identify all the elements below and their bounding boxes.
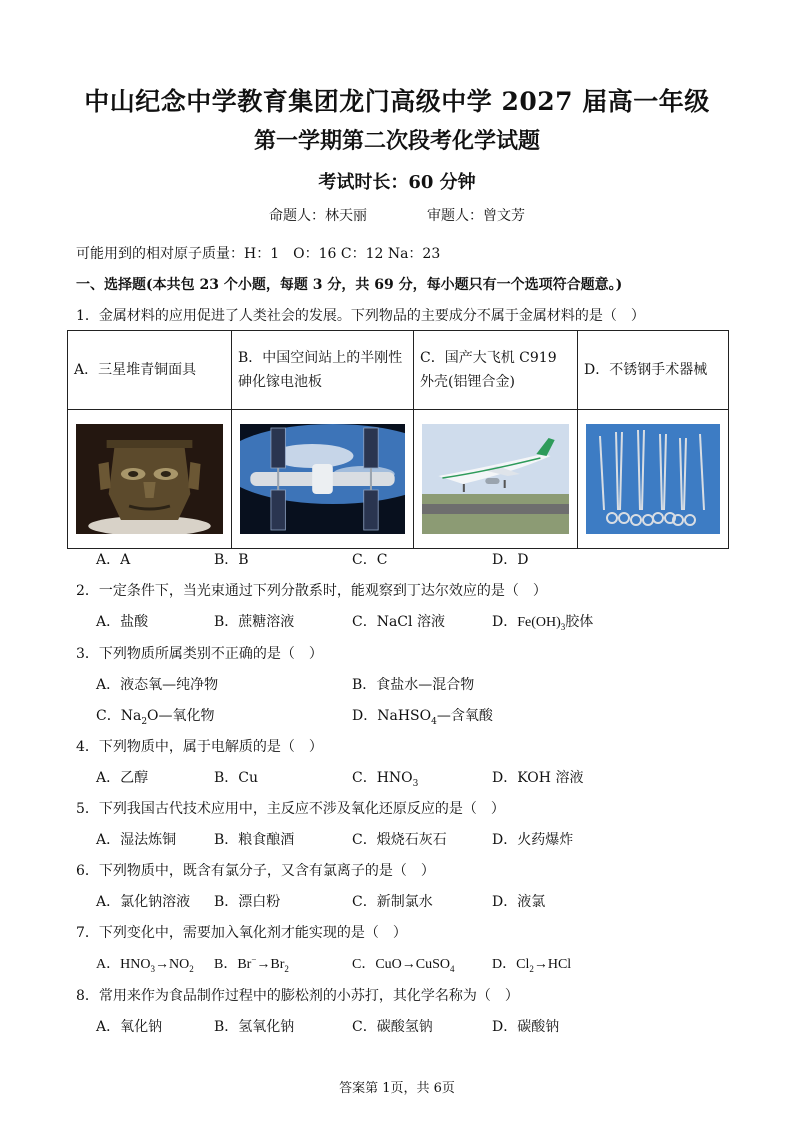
q6-option-c[interactable]: C．新制氯水 bbox=[352, 894, 433, 910]
question-1-table bbox=[67, 330, 729, 549]
q6-option-b[interactable]: B．漂白粉 bbox=[214, 894, 281, 910]
q5-option-a[interactable]: A．湿法炼铜 bbox=[96, 832, 177, 848]
q5-option-b[interactable]: B．粮食酿酒 bbox=[214, 832, 295, 848]
q7-option-d[interactable]: D．$Cl_2\to HCl$ bbox=[492, 957, 572, 974]
table-cell-a: A．三星堆青铜面具 bbox=[68, 331, 232, 410]
table-cell-d: D．不锈钢手术器械 bbox=[578, 331, 729, 410]
exam-authors bbox=[0, 205, 794, 225]
question-3-stem: 3．下列物质所属类别不正确的是（ ） bbox=[76, 646, 323, 662]
q8-option-c[interactable]: C．碳酸氢钠 bbox=[352, 1019, 433, 1035]
q6-option-a[interactable]: A．氯化钠溶液 bbox=[96, 894, 191, 910]
question-5-stem: 5．下列我国古代技术应用中，主反应不涉及氧化还原反应的是（ ） bbox=[76, 801, 505, 817]
table-cell-b: B．中国空间站上的半刚性砷化镓电池板 bbox=[232, 331, 414, 410]
q6-option-d[interactable]: D．液氯 bbox=[492, 894, 546, 910]
q1-option-b[interactable]: B．B bbox=[214, 552, 249, 568]
question-8-stem: 8．常用来作为食品制作过程中的膨松剂的小苏打，其化学名称为（ ） bbox=[76, 988, 519, 1004]
question-2-stem: 2．一定条件下，当光束通过下列分散系时，能观察到丁达尔效应的是（ ） bbox=[76, 583, 547, 599]
q2-option-a[interactable]: A．盐酸 bbox=[96, 614, 149, 630]
q1-option-a[interactable]: A．A bbox=[96, 552, 131, 568]
page-footer: 答案第 1页，共 6页 bbox=[339, 1081, 455, 1096]
q3-option-c[interactable]: C．$Na_2O—$氧化物 bbox=[96, 708, 215, 727]
bronze-mask-image bbox=[76, 424, 223, 534]
airplane-image bbox=[422, 424, 569, 534]
space-station-image bbox=[240, 424, 405, 534]
q2-option-d[interactable]: D．$Fe(OH)_3$胶体 bbox=[492, 614, 594, 632]
q7-option-a[interactable]: A．$HNO_3\to NO_2$ bbox=[96, 957, 194, 974]
q3-option-d[interactable]: D．NaHSO$_4$—含氧酸 bbox=[352, 708, 493, 727]
q5-option-d[interactable]: D．火药爆炸 bbox=[492, 832, 574, 848]
q3-option-b[interactable]: B．食盐水—混合物 bbox=[352, 677, 475, 693]
atomic-masses-note: 可能用到的相对原子质量：H：1 O：16 C：12 Na：23 bbox=[76, 246, 441, 262]
q4-option-c[interactable]: C．$HNO_3$ bbox=[352, 770, 419, 789]
reviewer-name: 审题人：曾文芳 bbox=[427, 208, 525, 224]
q4-option-b[interactable]: B．Cu bbox=[214, 770, 259, 786]
question-1-stem: 1．金属材料的应用促进了人类社会的发展。下列物品的主要成分不属于金属材料的是（ ） bbox=[76, 308, 645, 324]
q1-option-d[interactable]: D．D bbox=[492, 552, 529, 568]
q4-option-d[interactable]: D．KOH 溶液 bbox=[492, 770, 584, 786]
question-4-stem: 4．下列物质中，属于电解质的是（ ） bbox=[76, 739, 323, 755]
q1-option-c[interactable]: C．C bbox=[352, 552, 388, 568]
author-name: 命题人：林天丽 bbox=[269, 208, 367, 224]
q7-option-c[interactable]: C．CuO→CuSO$_4$ bbox=[352, 957, 455, 974]
q4-option-a[interactable]: A．乙醇 bbox=[96, 770, 149, 786]
q3-option-a[interactable]: A．液态氧—纯净物 bbox=[96, 677, 219, 693]
section-heading: 一、选择题(本共包 23 个小题，每题 3 分，共 69 分，每小题只有一个选项符合题意。) bbox=[76, 277, 623, 293]
q7-option-b[interactable]: B．$Br^-\to Br_2$ bbox=[214, 954, 289, 974]
q2-option-b[interactable]: B．蔗糖溶液 bbox=[214, 614, 295, 630]
exam-title: 中山纪念中学教育集团龙门高级中学 2027 届高一年级 bbox=[84, 87, 710, 116]
q2-option-c[interactable]: C．NaCl 溶液 bbox=[352, 614, 445, 630]
q8-option-a[interactable]: A．氧化钠 bbox=[96, 1019, 163, 1035]
q8-option-b[interactable]: B．氢氧化钠 bbox=[214, 1019, 295, 1035]
question-6-stem: 6．下列物质中，既含有氯分子，又含有氯离子的是（ ） bbox=[76, 863, 435, 879]
question-7-stem: 7．下列变化中，需要加入氧化剂才能实现的是（ ） bbox=[76, 925, 407, 941]
table-cell-c: C．国产大飞机 C919 外壳(铝锂合金) bbox=[414, 331, 578, 410]
exam-duration: 考试时长：60 分钟 bbox=[318, 172, 476, 193]
q8-option-d[interactable]: D．碳酸钠 bbox=[492, 1019, 560, 1035]
exam-subtitle: 第一学期第二次段考化学试题 bbox=[253, 128, 540, 154]
q5-option-c[interactable]: C．煅烧石灰石 bbox=[352, 832, 447, 848]
surgical-tools-image bbox=[586, 424, 720, 534]
